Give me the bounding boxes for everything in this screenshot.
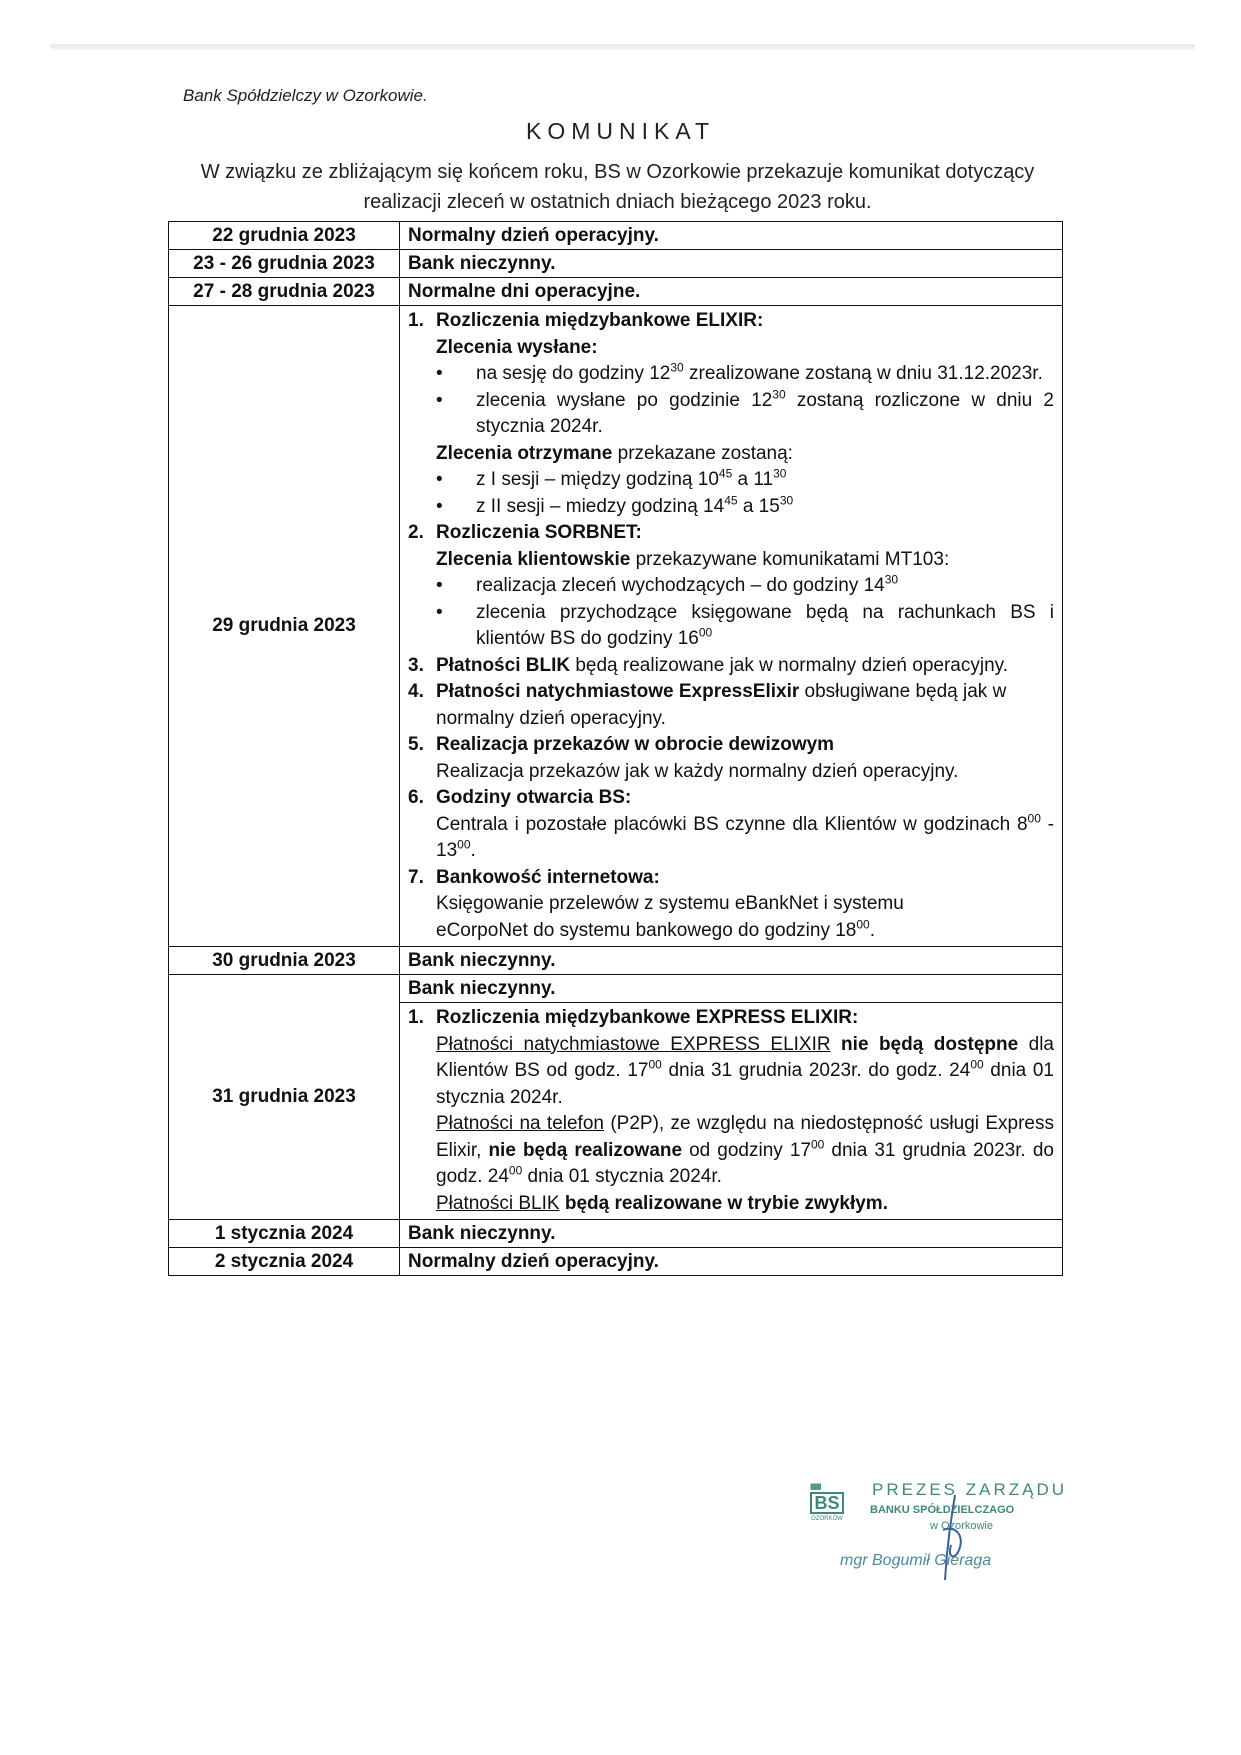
section-7: 7. Bankowość internetowa: Księgowanie przelewów z systemu eBankNet i systemu eCorpoNet do systemu bankowego do godziny $18^{00}$. bbox=[408, 866, 904, 941]
sorbnet-list bbox=[408, 573, 1054, 653]
table-row bbox=[169, 1248, 1063, 1276]
section-4: 4. Płatności natychmiastowe ExpressElixir obsługiwane będą jak w normalny dzień operacyjny. bbox=[408, 681, 1007, 729]
table-row bbox=[169, 947, 1063, 975]
list-item: • z I sesji – między godziną $10^{45}$ a $11^{30}$ bbox=[476, 467, 1054, 494]
list-item: • realizacja zleceń wychodzących – do godziny $14^{30}$ bbox=[476, 573, 1054, 600]
row-details bbox=[400, 975, 1063, 1220]
row-details bbox=[400, 306, 1063, 947]
row-text: Bank nieczynny. bbox=[400, 947, 1063, 975]
bank-name: Bank Spółdzielczy w Ozorkowie. bbox=[183, 86, 428, 105]
signature-stamp bbox=[810, 1480, 1100, 1610]
table-row bbox=[169, 975, 1063, 1220]
stamp-bank: BANKU SPÓŁDZIELCZAGO bbox=[870, 1504, 1015, 1516]
document-title: KOMUNIKAT bbox=[525, 118, 716, 144]
stamp-name: mgr Bogumił Gieraga bbox=[840, 1552, 992, 1569]
section-1: 1. Rozliczenia międzybankowe ELIXIR: bbox=[408, 310, 764, 331]
table-row bbox=[169, 250, 1063, 278]
list-item: • zlecenia przychodzące księgowane będą na rachunkach BS i klientów BS do godziny $16^{00}$ bbox=[476, 600, 1054, 653]
table-row bbox=[169, 1220, 1063, 1248]
sent-list bbox=[408, 361, 1054, 441]
row-date: 2 stycznia 2024 bbox=[169, 1248, 400, 1276]
schedule-table bbox=[168, 221, 1063, 1276]
section-2: 2. Rozliczenia SORBNET: bbox=[408, 522, 642, 543]
section-5: 5. Realizacja przekazów w obrocie dewizowym Realizacja przekazów jak w każdy normalny dzień operacyjny. bbox=[408, 734, 959, 782]
table-row bbox=[169, 278, 1063, 306]
row-date: 31 grudnia 2023 bbox=[169, 975, 400, 1220]
row-text: Normalny dzień operacyjny. bbox=[400, 1248, 1063, 1276]
row-date: 23 - 26 grudnia 2023 bbox=[169, 250, 400, 278]
row-text: Normalny dzień operacyjny. bbox=[400, 222, 1063, 250]
table-row bbox=[169, 222, 1063, 250]
client-orders-label: Zlecenia klientowskie przekazywane komunikatami MT103: bbox=[436, 548, 950, 570]
row-text: Bank nieczynny. bbox=[400, 1220, 1063, 1248]
row-date: 30 grudnia 2023 bbox=[169, 947, 400, 975]
signature-icon bbox=[925, 1490, 985, 1590]
row-text: Bank nieczynny. bbox=[400, 250, 1063, 278]
table-row bbox=[169, 306, 1063, 947]
list-item: • z II sesji – miedzy godziną $14^{45}$ a $15^{30}$ bbox=[476, 494, 1054, 521]
stamp-title: PREZES ZARZĄDU bbox=[872, 1480, 1068, 1499]
row-closed-text: Bank nieczynny. bbox=[400, 975, 1062, 1003]
stamp-city: w Ozorkowie bbox=[930, 1520, 993, 1532]
bs-logo-icon: IIIIIII BS OZORKÓW bbox=[810, 1482, 843, 1522]
express-section: 1. Rozliczenia międzybankowe EXPRESS ELIXIR: Płatności natychmiastowe EXPRESS ELIXIR nie będą dostępne dla Klientów BS od godz. $17^{00}$ dnia 31 grudnia 2023r. do godz. $24^{00}$ dnia 01 stycznia 2024r. Płatności na telefon (P2P), ze względu na niedostępność usługi Express Elixir, nie będą realizowane od godziny $17^{00}$ dnia 31 grudnia 2023r. do godz. $24^{00}$ dnia 01 stycznia 2024r. Płatności BLIK będą realizowane w trybie zwykłym. bbox=[408, 1007, 1055, 1214]
list-item: • na sesję do godziny $12^{30}$ zrealizowane zostaną w dniu 31.12.2023r. bbox=[476, 361, 1054, 388]
scan-edge bbox=[50, 44, 1195, 50]
row-date: 29 grudnia 2023 bbox=[169, 306, 400, 947]
list-item: • zlecenia wysłane po godzinie $12^{30}$ zostaną rozliczone w dniu 2 stycznia 2024r. bbox=[476, 388, 1054, 441]
received-list bbox=[408, 467, 1054, 520]
row-date: 22 grudnia 2023 bbox=[169, 222, 400, 250]
received-label: Zlecenia otrzymane przekazane zostaną: bbox=[436, 442, 793, 464]
sent-label: Zlecenia wysłane: bbox=[436, 336, 598, 358]
row-date: 1 stycznia 2024 bbox=[169, 1220, 400, 1248]
section-6: 6. Godziny otwarcia BS: Centrala i pozostałe placówki BS czynne dla Klientów w godzinach $8^{00} - 13^{00}$. bbox=[408, 787, 1055, 861]
row-date: 27 - 28 grudnia 2023 bbox=[169, 278, 400, 306]
section-3: 3. Płatności BLIK będą realizowane jak w normalny dzień operacyjny. bbox=[408, 654, 1009, 676]
intro-paragraph: W związku ze zbliżającym się końcem roku, BS w Ozorkowie przekazuje komunikat dotyczący realizacji zleceń w ostatnich dniach bieżącego 2023 roku. bbox=[200, 161, 1035, 213]
row-text: Normalne dni operacyjne. bbox=[400, 278, 1063, 306]
